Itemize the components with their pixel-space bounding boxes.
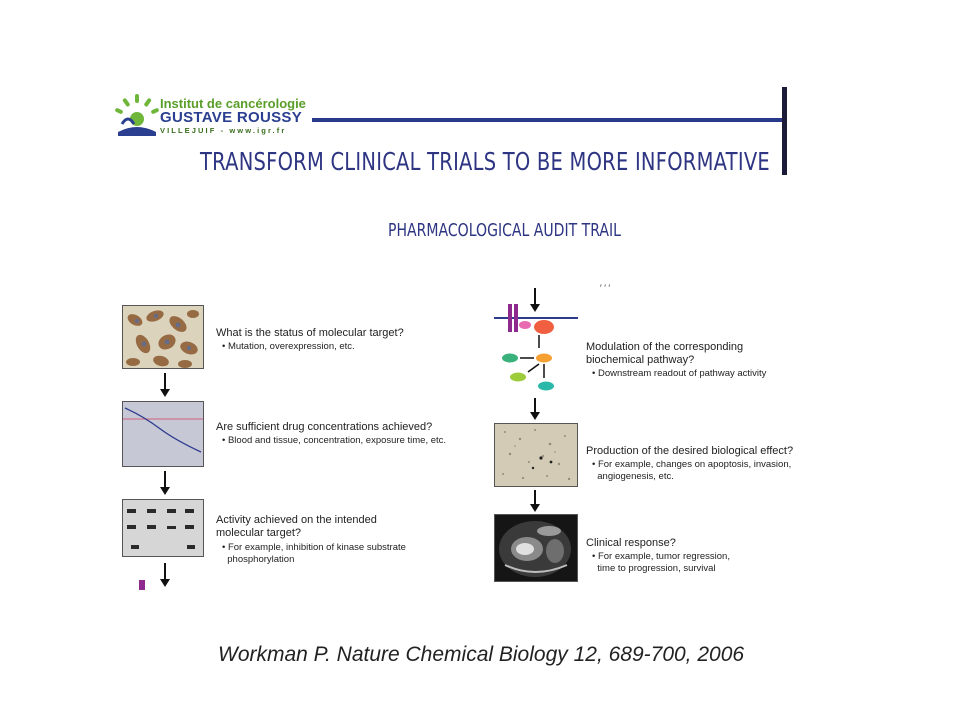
flow-arrow: [164, 563, 166, 580]
clinical-scan-image: [494, 514, 578, 582]
logo-line-3: VILLEJUIF - www.igr.fr: [160, 126, 287, 135]
western-blot-image: [122, 499, 204, 557]
step-question-clinical-response: Clinical response?: [586, 537, 676, 549]
step-question-target-status: What is the status of molecular target?: [216, 327, 404, 339]
receptor-fragment-icon: [139, 580, 145, 590]
fragment-marks: ′ ′ ′: [600, 283, 611, 293]
citation: Workman P. Nature Chemical Biology 12, 689-700, 2006: [218, 643, 745, 666]
step-detail-drug-concentration: • Blood and tissue, concentration, exposure time, etc.: [222, 435, 447, 446]
cell-staining-image: [122, 305, 204, 369]
flow-arrow: [534, 398, 536, 413]
biological-effect-image: [494, 423, 578, 487]
slide-title: TRANSFORM CLINICAL TRIALS TO BE MORE INFORMATIVE: [200, 147, 770, 176]
flow-arrow: [164, 471, 166, 488]
logo-line-2: GUSTAVE ROUSSY: [160, 109, 302, 126]
step-question-biological-effect: Production of the desired biological effect?: [586, 445, 794, 457]
step-question-pathway-modulation: Modulation of the corresponding biochemical pathway?: [586, 341, 744, 366]
step-question-drug-concentration: Are sufficient drug concentrations achieved?: [216, 421, 433, 433]
concentration-curve-image: [122, 401, 204, 467]
flow-arrow: [164, 373, 166, 390]
step-detail-pathway-modulation: • Downstream readout of pathway activity: [592, 368, 767, 379]
header-rule: [312, 118, 782, 122]
step-question-target-activity: Activity achieved on the intended molecular target?: [216, 514, 377, 539]
step-detail-target-activity: • For example, inhibition of kinase substrate phosphorylation: [222, 542, 406, 565]
logo-line-1: Institut de cancérologie: [160, 96, 306, 111]
step-detail-clinical-response: • For example, tumor regression, time to progression, survival: [592, 551, 730, 574]
step-detail-target-status: • Mutation, overexpression, etc.: [222, 341, 355, 352]
flow-arrow: [534, 490, 536, 505]
header-bar: [782, 87, 787, 175]
slide-subtitle: PHARMACOLOGICAL AUDIT TRAIL: [388, 220, 622, 241]
signaling-pathway-diagram: [494, 300, 578, 395]
institute-logo-icon: [114, 92, 160, 136]
step-detail-biological-effect: • For example, changes on apoptosis, invasion, angiogenesis, etc.: [592, 459, 792, 482]
